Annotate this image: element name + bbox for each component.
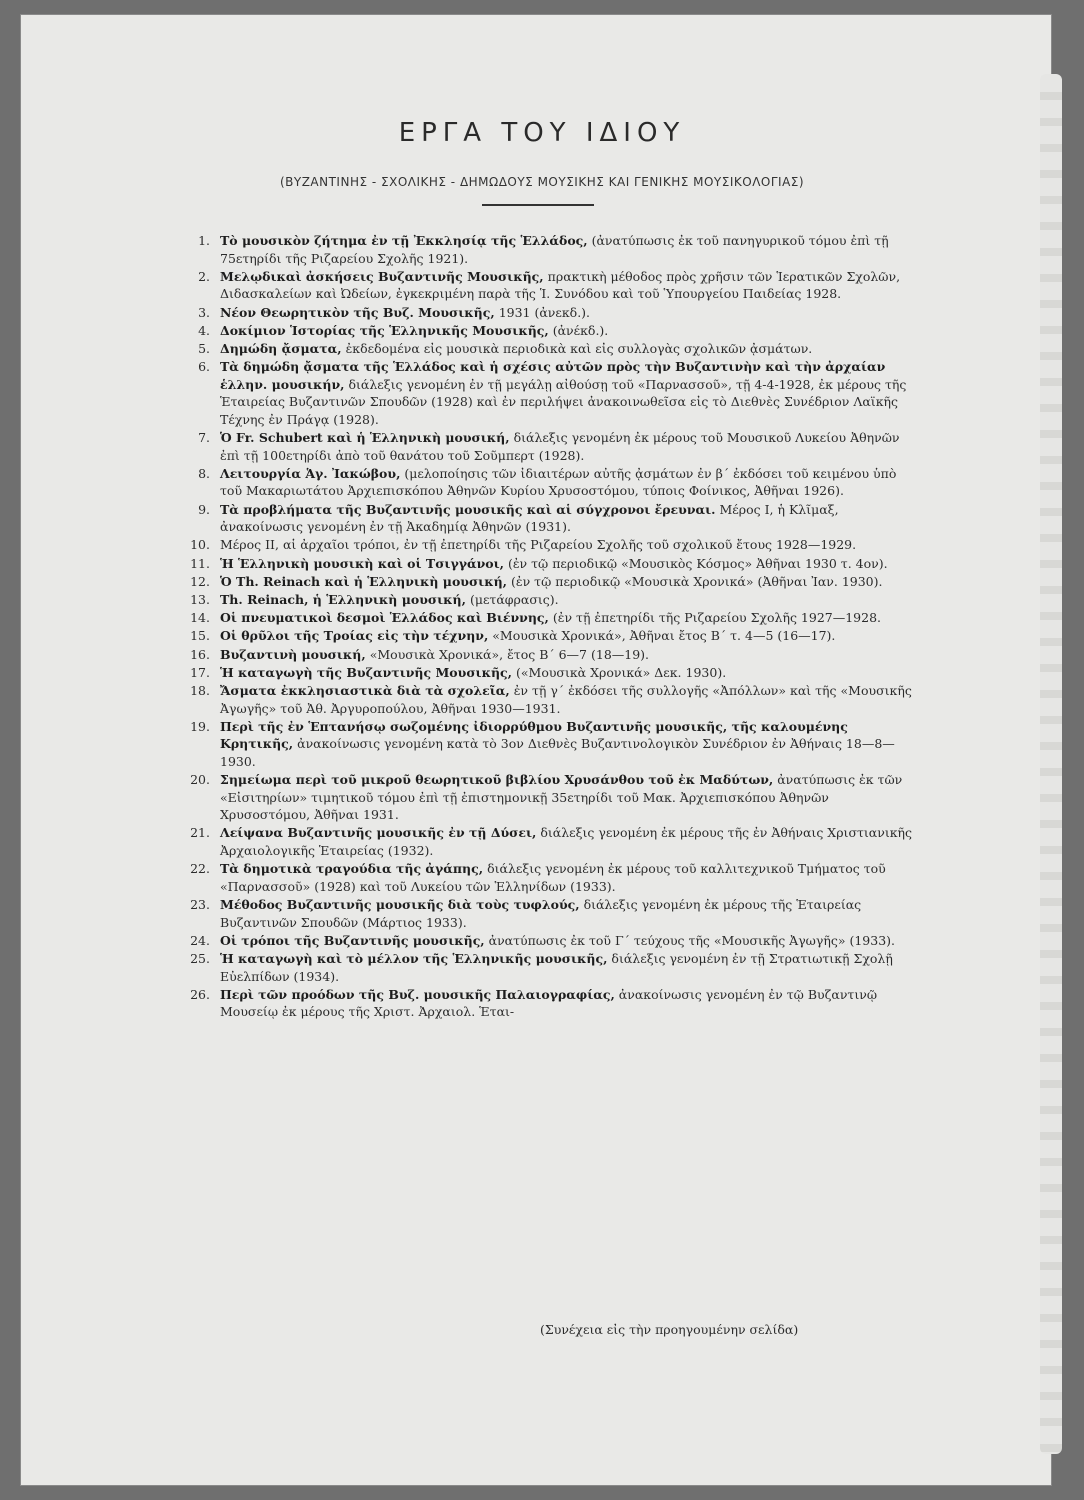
item-title: Ἡ Ἑλληνικὴ μουσικὴ καὶ οἱ Τσιγγάνοι,: [220, 555, 504, 571]
list-item: [182, 718, 920, 771]
item-number: 17.: [190, 664, 210, 680]
item-number: 9.: [198, 501, 210, 517]
list-item: [182, 664, 920, 682]
item-number: 8.: [198, 465, 210, 481]
list-item: [182, 304, 920, 322]
item-title: Νέον Θεωρητικὸν τῆς Βυζ. Μουσικῆς,: [220, 304, 495, 320]
item-number: 25.: [190, 951, 210, 966]
item-title: Λειτουργία Ἁγ. Ἰακώβου,: [220, 465, 401, 481]
list-item: [182, 322, 920, 340]
item-number: 21.: [190, 825, 210, 841]
item-description: 1931 (ἀνεκδ.).: [494, 304, 591, 320]
item-number: 5.: [198, 340, 210, 356]
item-number: 15.: [190, 628, 210, 644]
item-title: Μελῳδικαὶ ἀσκήσεις Βυζαντινῆς Μουσικῆς,: [220, 268, 544, 284]
list-item: [182, 609, 920, 627]
list-item: [182, 771, 920, 824]
list-item: [182, 465, 920, 500]
list-item: [182, 501, 920, 536]
item-title: Περὶ τῆς ἐν Ἑπτανήσῳ σωζομένης ἰδιορρύθμου Βυζαντινῆς μουσικῆς, τῆς καλουμένης Κρητικῆς,: [220, 718, 848, 752]
works-list: [182, 232, 920, 1022]
item-number: 26.: [190, 986, 210, 1002]
continuation-note: (Συνέχεια εἰς τὴν προηγουμένην σελίδα): [540, 1322, 799, 1337]
item-number: 23.: [190, 897, 210, 913]
item-number: 22.: [190, 861, 210, 877]
item-title: Ἄσματα ἐκκλησιαστικὰ διὰ τὰ σχολεῖα,: [220, 682, 510, 698]
item-number: 13.: [190, 592, 210, 607]
list-item: [182, 536, 920, 554]
item-description: πρακτικὴ μέθοδος πρὸς χρῆσιν τῶν Ἱερατικῶν Σχολῶν, Διδασκαλείων καὶ Ὠδείων, ἐγκεκριμένη παρὰ τῆς Ἱ. Συνόδου καὶ τοῦ Ὑπουργείου Παιδείας 1928.: [220, 268, 901, 302]
item-number: 3.: [198, 304, 210, 320]
item-number: 10.: [190, 537, 210, 553]
item-title: Περὶ τῶν προόδων τῆς Βυζ. μουσικῆς Παλαιογραφίας,: [220, 986, 615, 1002]
item-number: 18.: [190, 682, 210, 698]
item-description: (ἀνέκδ.).: [548, 322, 609, 338]
list-item: [182, 268, 920, 303]
list-item: [182, 950, 920, 985]
list-item: [182, 555, 920, 573]
list-item: [182, 429, 920, 464]
item-title: Ὁ Fr. Schubert καὶ ἡ Ἑλληνικὴ μουσική,: [220, 430, 510, 446]
item-title: Τὰ προβλήματα τῆς Βυζαντινῆς μουσικῆς καὶ αἱ σύγχρονοι ἔρευναι.: [220, 501, 716, 517]
page-title: ΕΡΓΑ ΤΟΥ ΙΔΙΟΥ: [398, 118, 686, 148]
item-description: ἀνακοίνωσις γενομένη ἐν τῷ Βυζαντινῷ Μουσείῳ ἐκ μέρους τῆς Χριστ. Ἀρχαιολ. Ἑται-: [220, 986, 878, 1020]
item-description: διάλεξις γενομένη ἐκ μέρους τοῦ Μουσικοῦ Λυκείου Ἀθηνῶν ἐπὶ τῇ 100ετηρίδι ἀπὸ τοῦ θανάτου τοῦ Σοῦμπερτ (1928).: [220, 430, 900, 463]
item-description: ἀνατύπωσις ἐκ τῶν «Εἰσιτηρίων» τιμητικοῦ τόμου ἐπὶ τῇ ἐπιστημονικῇ 35ετηρίδι τοῦ Μακ. Ἀρχιεπισκόπου Ἀθηνῶν Χρυσοστόμου, Ἀθῆναι 1931.: [220, 772, 903, 823]
list-item: [182, 860, 920, 895]
item-title: Σημείωμα περὶ τοῦ μικροῦ θεωρητικοῦ βιβλίου Χρυσάνθου τοῦ ἐκ Μαδύτων,: [220, 772, 774, 788]
item-title: Τὰ δημοτικὰ τραγούδια τῆς ἀγάπης,: [220, 861, 484, 877]
item-title: Τὰ δημώδη ᾄσματα τῆς Ἑλλάδος καὶ ἡ σχέσις αὐτῶν πρὸς τὴν Βυζαντινὴν καὶ τὴν ἀρχαίαν ἑλλην. μουσικήν,: [220, 359, 886, 392]
item-title: Th. Reinach, ἡ Ἑλληνικὴ μουσική,: [220, 592, 466, 607]
item-title: Ἡ καταγωγὴ καὶ τὸ μέλλον τῆς Ἑλληνικῆς μουσικῆς,: [220, 951, 608, 966]
item-description: διάλεξις γενομένη ἐκ μέρους τοῦ καλλιτεχνικοῦ Τμήματος τοῦ «Παρνασσοῦ» (1928) καὶ τοῦ Λυκείου τῶν Ἑλληνίδων (1933).: [220, 861, 886, 894]
item-description: «Μουσικὰ Χρονικά», Ἀθῆναι ἔτος Β´ τ. 4—5 (16—17).: [488, 628, 836, 644]
item-number: 6.: [198, 359, 210, 375]
list-item: [182, 986, 920, 1021]
item-number: 16.: [190, 646, 210, 662]
item-title: Οἱ πνευματικοὶ δεσμοὶ Ἑλλάδος καὶ Βιέννης,: [220, 610, 549, 626]
item-number: 1.: [198, 233, 210, 248]
item-title: Ὁ Th. Reinach καὶ ἡ Ἑλληνικὴ μουσική,: [220, 573, 508, 589]
list-item: [182, 573, 920, 591]
item-title: Οἱ θρῦλοι τῆς Τροίας εἰς τὴν τέχνην,: [220, 628, 489, 644]
list-item: [182, 896, 920, 931]
page-subtitle: (ΒΥΖΑΝΤΙΝΗΣ - ΣΧΟΛΙΚΗΣ - ΔΗΜΩΔΟΥΣ ΜΟΥΣΙΚΗΣ ΚΑΙ ΓΕΝΙΚΗΣ ΜΟΥΣΙΚΟΛΟΓΙΑΣ): [279, 175, 805, 189]
title-divider: [482, 204, 594, 206]
item-description: (ἀνατύπωσις ἐκ τοῦ πανηγυρικοῦ τόμου ἐπὶ τῇ 75ετηρίδι τῆς Ριζαρείου Σχολῆς 1921).: [220, 233, 889, 266]
item-number: 2.: [198, 268, 210, 284]
list-item: [182, 591, 920, 609]
item-number: 19.: [190, 718, 210, 734]
item-title: Δημώδη ᾄσματα,: [220, 340, 342, 356]
item-description: ἀνακοίνωσις γενομένη κατὰ τὸ 3ον Διεθνὲς Βυζαντινολογικὸν Συνέδριον ἐν Ἀθήναις 18—8—1930.: [220, 736, 895, 769]
list-item: [182, 682, 920, 717]
item-number: 20.: [190, 772, 210, 788]
item-title: Ἡ καταγωγὴ τῆς Βυζαντινῆς Μουσικῆς,: [220, 664, 513, 680]
list-item: [182, 340, 920, 358]
item-description: ἀνατύπωσις ἐκ τοῦ Γ´ τεύχους τῆς «Μουσικῆς Ἀγωγῆς» (1933).: [484, 932, 895, 948]
item-description: διάλεξις γενομένη ἐν τῇ Στρατιωτικῇ Σχολῇ Εὐελπίδων (1934).: [220, 951, 893, 984]
item-title: Λείψανα Βυζαντινῆς μουσικῆς ἐν τῇ Δύσει,: [220, 825, 537, 841]
list-item: [182, 824, 920, 859]
item-title: Οἱ τρόποι τῆς Βυζαντινῆς μουσικῆς,: [220, 932, 485, 948]
item-description: ἐν τῇ γ´ ἐκδόσει τῆς συλλογῆς «Ἀπόλλων» καὶ τῆς «Μουσικῆς Ἀγωγῆς» τοῦ Ἀθ. Ἀργυροπούλου, Ἀθῆναι 1930—1931.: [220, 682, 912, 716]
item-number: 14.: [190, 610, 210, 626]
item-description: (ἐν τῇ ἐπετηρίδι τῆς Ριζαρείου Σχολῆς 1927—1928.: [548, 610, 882, 626]
item-number: 11.: [190, 555, 210, 571]
item-description: (μετάφρασις).: [465, 592, 559, 607]
list-item: [182, 358, 920, 428]
item-description: διάλεξις γενομένη ἐν τῇ μεγάλῃ αἰθούσῃ τοῦ «Παρνασσοῦ», τῇ 4-4-1928, ἐκ μέρους τῆς Ἑταιρείας Βυζαντινῶν Σπουδῶν (1928) καὶ ἐν περιλήψει ἀνακοινωθεῖσα εἰς τὸ Διεθνὲς Συνέδριον Λαϊκῆς Τέχνης ἐν Πράγᾳ (1928).: [220, 376, 907, 427]
item-description: (ἐν τῷ περιοδικῷ «Μουσικὰ Χρονικά» (Ἀθῆναι Ἰαν. 1930).: [507, 573, 883, 589]
item-number: 12.: [190, 573, 210, 589]
item-description: ἐκδεδομένα εἰς μουσικὰ περιοδικὰ καὶ εἰς συλλογὰς σχολικῶν ᾀσμάτων.: [341, 340, 813, 356]
item-number: 7.: [198, 430, 210, 446]
list-item: [182, 232, 920, 267]
item-description: διάλεξις γενομένη ἐκ μέρους τῆς ἐν Ἀθήναις Χριστιανικῆς Ἀρχαιολογικῆς Ἑταιρείας (1932).: [220, 825, 913, 859]
item-description: διάλεξις γενομένη ἐκ μέρους τῆς Ἑταιρείας Βυζαντινῶν Σπουδῶν (Μάρτιος 1933).: [220, 897, 862, 930]
list-item: [182, 646, 920, 664]
item-title: Δοκίμιον Ἱστορίας τῆς Ἑλληνικῆς Μουσικῆς,: [220, 322, 549, 338]
item-description: «Μουσικὰ Χρονικά», ἔτος Β´ 6—7 (18—19).: [365, 646, 650, 662]
list-item: [182, 627, 920, 645]
item-description: (μελοποίησις τῶν ἰδιαιτέρων αὐτῆς ᾀσμάτων ἐν β´ ἐκδόσει τοῦ κειμένου ὑπὸ τοῦ Μακαριωτάτου Ἀρχιεπισκόπου Ἀθηνῶν Κυρίου Χρυσοστόμου, τύποις Φοίνικος, Ἀθῆναι 1926).: [220, 465, 897, 499]
item-title: Μέθοδος Βυζαντινῆς μουσικῆς διὰ τοὺς τυφλούς,: [220, 897, 580, 913]
item-description: (ἐν τῷ περιοδικῷ «Μουσικὸς Κόσμος» Ἀθῆναι 1930 τ. 4ον).: [504, 555, 888, 571]
list-item: [182, 932, 920, 950]
item-description: Μέρος I, ἡ Κλῖμαξ, ἀνακοίνωσις γενομένη ἐν τῇ Ἀκαδημίᾳ Ἀθηνῶν (1931).: [220, 501, 839, 535]
item-description: Μέρος II, αἱ ἀρχαῖοι τρόποι, ἐν τῇ ἐπετηρίδι τῆς Ριζαρείου Σχολῆς τοῦ σχολικοῦ ἔτους 1928—1929.: [220, 537, 857, 553]
item-number: 4.: [198, 322, 210, 338]
item-title: Βυζαντινὴ μουσική,: [220, 646, 366, 662]
item-description: («Μουσικὰ Χρονικά» Δεκ. 1930).: [512, 664, 727, 680]
item-number: 24.: [190, 932, 210, 948]
item-title: Τὸ μουσικὸν ζήτημα ἐν τῇ Ἐκκλησίᾳ τῆς Ἑλλάδος,: [220, 233, 588, 248]
